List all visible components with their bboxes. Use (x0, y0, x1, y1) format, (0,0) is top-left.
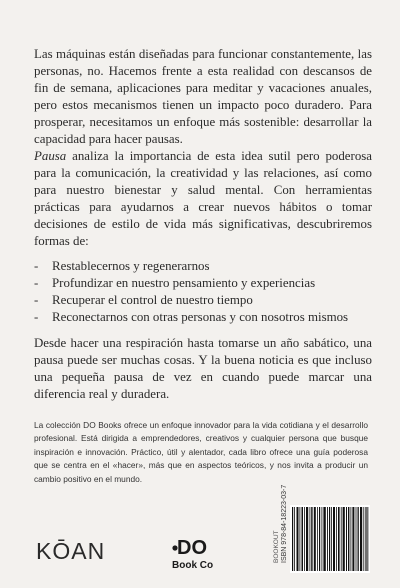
dash-mark: - (34, 259, 39, 273)
do-books-logo (168, 528, 232, 574)
collection-description: La colección DO Books ofrece un enfoque innovador para la vida cotidiana y el desarrollo profesional. Está dirigida a emprendedores, creativos y cualquier persona que busque inspiración e innovación. Práctico, útil y alentador, cada libro ofrece una guía poderosa que se centra en el «hacer», más que en aspectos teóricos, y nos invita a producir un cambio positivo en el mundo. (34, 420, 368, 484)
isbn-label: ISBN 978-84-18223-03-7 (281, 484, 288, 563)
blurb (34, 46, 372, 403)
list-item: - Reconectarnos con otras personas y con nosotros mismos (34, 310, 349, 324)
do-logo-text: DO (177, 537, 207, 559)
intro-paragraph: Las máquinas están diseñadas para funcionar constantemente, las personas, no. Hacemos frente a esta realidad con descansos de fin de semana, aplicaciones para meditar y vacaciones anuales, pero estos mecanismos tienen un impacto poco duradero. Para prosperar, necesitamos un enfoque más sostenible: desarrollar la capacidad para hacer pausas. (34, 47, 372, 146)
closing-paragraph: Desde hacer una respiración hasta tomarse un año sabático, una pausa puede ser muchas cosas. Y la buena noticia es que incluso una pequeña pausa de vez en cuando puede marcar una diferencia real y duradera. (34, 336, 372, 401)
book-title-italic: Pausa (34, 149, 67, 163)
description-paragraph (34, 148, 372, 250)
description-text: analiza la importancia de esta idea sutil pero poderosa para la comunicación, la creatividad y las relaciones, así como para nuestro bienestar y salud mental. Con herramientas prácticas para ayudarnos a crear nuevos hábitos o tomar decisiones de estilo de vida más significativas, descubriremos formas de: (34, 149, 372, 248)
koan-logo: KŌAN (36, 538, 106, 564)
list-item: - Restablecernos y regenerarnos (34, 259, 210, 273)
dash-mark: - (34, 310, 39, 324)
bookout-label: BOOKOUT (273, 530, 280, 563)
list-item: - Recuperar el control de nuestro tiempo (34, 293, 253, 307)
dash-mark: - (34, 293, 39, 307)
list-item: - Profundizar en nuestro pensamiento y experiencias (34, 276, 316, 290)
dash-mark: - (34, 276, 39, 290)
barcode (290, 505, 370, 573)
do-logo-subtext: Book Co (172, 560, 214, 571)
benefits-list (34, 258, 372, 326)
